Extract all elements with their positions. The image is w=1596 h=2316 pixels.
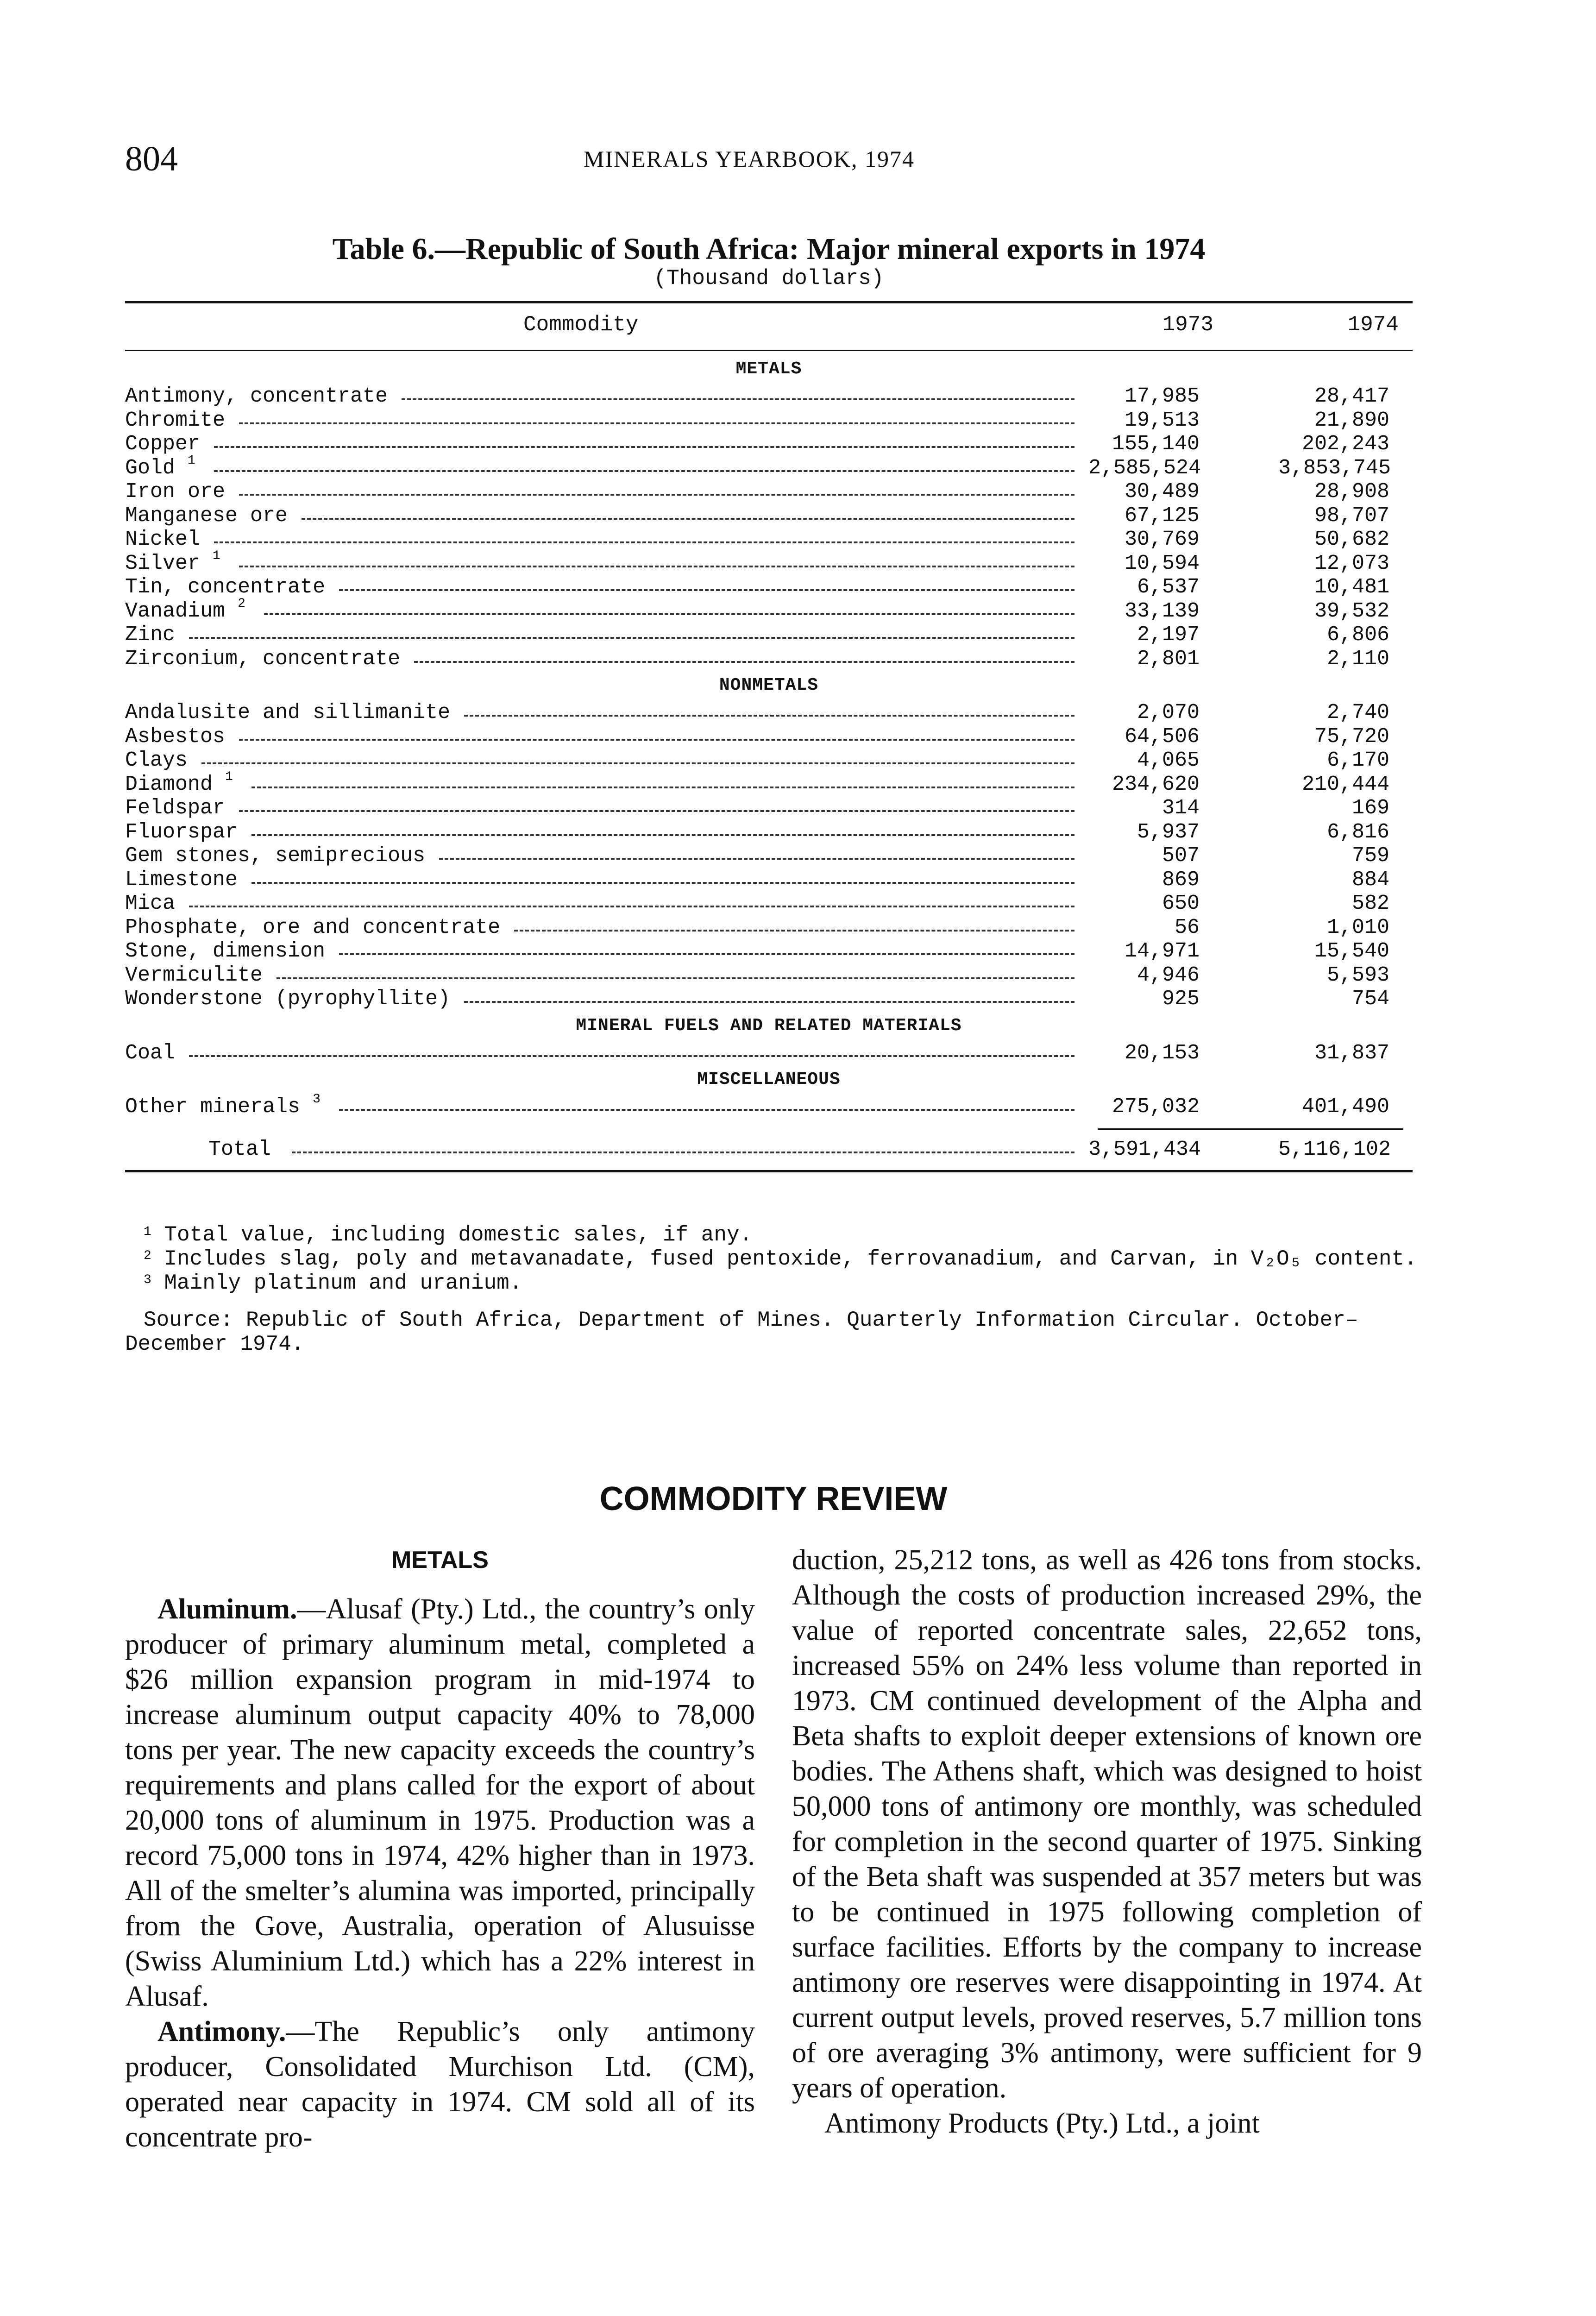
value-1973: 20,153 <box>1124 1041 1200 1065</box>
value-1974: 10,481 <box>1314 575 1389 599</box>
value-1973: 4,065 <box>1137 749 1200 772</box>
commodity-name: Phosphate, ore and concentrate <box>125 915 501 939</box>
value-1974: 5,593 <box>1326 963 1389 987</box>
antimony-paragraph: Antimony.—The Republic’s only antimony producer, Consolidated Murchison Ltd. (CM), operated near capacity in 1974. CM sold all of its concentrate pro- <box>125 2016 755 2153</box>
leader-dots <box>414 661 1074 663</box>
table-row <box>125 384 1413 409</box>
value-1974: 1,010 <box>1326 915 1389 939</box>
value-1973: 2,197 <box>1137 623 1200 647</box>
value-1974: 15,540 <box>1314 939 1389 963</box>
antimony-continued-paragraph: duction, 25,212 tons, as well as 426 tons from stocks. Although the costs of production increased 29%, the value of reported concentrate sales, 22,652 tons, increased 55% on 24% less volume than reported in 1973. CM continued development of the Alpha and Beta shafts to exploit deeper extensions of known ore bodies. The Athens shaft, which was designed to hoist 50,000 tons of antimony ore monthly, was scheduled for completion in the second quarter of 1975. Sinking of the Beta shaft was suspended at 357 meters but was to be continued in 1975 following completion of surface facilities. Efforts by the company to increase antimony ore reserves were disappointing in 1974. At current output levels, proved reserves, 5.7 million tons of ore averaging 3% antimony, were sufficient for 9 years of operation. <box>792 1544 1422 2104</box>
table-title: Table 6.—Republic of South Africa: Major mineral exports in 1974 <box>332 232 1206 266</box>
table-row <box>125 432 1413 456</box>
value-1974: 12,073 <box>1314 551 1389 575</box>
value-1974: 401,490 <box>1301 1095 1389 1119</box>
leader-dots <box>251 834 1074 836</box>
section-label: MISCELLANEOUS <box>697 1070 841 1089</box>
commodity-name: Chromite <box>125 408 226 432</box>
leader-dots <box>339 1109 1074 1111</box>
value-1974: 2,740 <box>1326 701 1389 724</box>
value-1973: 507 <box>1162 844 1200 868</box>
commodity-name: Vermiculite <box>125 963 263 987</box>
total-rule <box>1098 1128 1403 1130</box>
value-1973: 314 <box>1162 796 1200 820</box>
leader-dots <box>402 398 1074 400</box>
table-row <box>125 623 1413 647</box>
antimony-products-paragraph: Antimony Products (Pty.) Ltd., a joint <box>824 2108 1260 2139</box>
leader-dots <box>239 494 1074 496</box>
value-1973: 10,594 <box>1124 551 1200 575</box>
table-row <box>125 892 1413 916</box>
page-number: 804 <box>125 139 178 178</box>
commodity-name: Other minerals $^3$ <box>125 1092 320 1119</box>
value-1973: 17,985 <box>1124 384 1200 408</box>
commodity-name: Zirconium, concentrate <box>125 647 401 671</box>
table-row <box>125 647 1413 671</box>
value-1974: 3,853,745 <box>1278 456 1391 480</box>
table-row <box>125 504 1413 528</box>
table-row <box>125 701 1413 725</box>
footnote-3: $^3$ Mainly platinum and uranium. <box>144 1271 522 1295</box>
value-1973: 30,489 <box>1124 480 1200 503</box>
table-row <box>125 939 1413 963</box>
column-header-commodity: Commodity <box>523 313 639 337</box>
commodity-name: Clays <box>125 749 188 772</box>
value-1974: 759 <box>1351 844 1389 868</box>
commodity-name: Limestone <box>125 868 238 892</box>
commodity-name: Silver $^1$ <box>125 548 220 575</box>
commodity-name: Tin, concentrate <box>125 575 326 599</box>
value-1973: 56 <box>1174 915 1200 939</box>
commodity-name: Iron ore <box>125 480 226 503</box>
value-1973: 234,620 <box>1112 772 1200 796</box>
value-1974: 39,532 <box>1314 599 1389 623</box>
table-notes <box>125 1223 1422 1378</box>
leader-dots <box>264 613 1074 615</box>
table-row <box>125 409 1413 433</box>
leader-dots <box>292 1152 1074 1153</box>
section-label: METALS <box>735 359 802 379</box>
leader-dots <box>439 858 1074 860</box>
table-row <box>125 987 1413 1011</box>
value-1973: 275,032 <box>1112 1095 1200 1119</box>
table-row <box>125 820 1413 844</box>
commodity-name: Wonderstone (pyrophyllite) <box>125 987 451 1011</box>
commodity-name: Nickel <box>125 528 201 551</box>
running-title: MINERALS YEARBOOK, 1974 <box>584 146 915 172</box>
value-1973: 2,070 <box>1137 701 1200 724</box>
value-1974: 50,682 <box>1314 528 1389 551</box>
leader-dots <box>302 518 1074 520</box>
leader-dots <box>276 977 1074 979</box>
value-1974: 98,707 <box>1314 503 1389 528</box>
leader-dots <box>201 762 1074 764</box>
table-row <box>125 596 1413 623</box>
value-1974: 754 <box>1351 987 1389 1011</box>
value-1973: 14,971 <box>1124 939 1200 963</box>
commodity-name: Stone, dimension <box>125 939 326 963</box>
commodity-name: Mica <box>125 892 176 915</box>
table-row <box>125 916 1413 940</box>
table-row <box>125 769 1413 797</box>
commodity-review-heading: COMMODITY REVIEW <box>599 1480 948 1517</box>
value-1974: 6,806 <box>1326 623 1389 647</box>
value-1973: 64,506 <box>1124 724 1200 749</box>
commodity-name: Zinc <box>125 623 176 647</box>
value-1973: 30,769 <box>1124 528 1200 551</box>
value-1974: 884 <box>1351 868 1389 892</box>
table-row <box>125 453 1413 480</box>
table-source: Source: Republic of South Africa, Department of Mines. Quarterly Information Circular. October–December 1974. <box>125 1308 1358 1356</box>
table-bottom-rule <box>125 1170 1413 1172</box>
commodity-name: Andalusite and sillimanite <box>125 701 451 724</box>
table-row <box>125 868 1413 892</box>
value-1973: 5,937 <box>1137 820 1200 844</box>
leader-dots <box>339 953 1074 955</box>
table-row <box>125 1092 1413 1119</box>
total-1973: 3,591,434 <box>1088 1137 1201 1161</box>
leader-dots <box>514 930 1074 931</box>
column-header-1974: 1974 <box>1347 313 1399 337</box>
section-label: NONMETALS <box>719 675 819 695</box>
value-1973: 4,946 <box>1137 963 1200 987</box>
table-row <box>125 796 1413 820</box>
leader-dots <box>464 715 1074 717</box>
commodity-name: Fluorspar <box>125 820 238 844</box>
total-label: Total <box>208 1137 271 1161</box>
value-1974: 28,908 <box>1314 480 1389 503</box>
leader-dots <box>214 541 1074 543</box>
value-1973: 2,585,524 <box>1088 456 1201 480</box>
commodity-name: Coal <box>125 1041 176 1065</box>
footnote-1: $^1$ Total value, including domestic sales, if any. <box>144 1223 753 1247</box>
leader-dots <box>339 589 1074 591</box>
leader-dots <box>189 906 1074 907</box>
left-column <box>125 1542 755 2155</box>
leader-dots <box>464 1001 1074 1003</box>
leader-dots <box>214 446 1074 448</box>
leader-dots <box>189 1055 1074 1057</box>
value-1974: 75,720 <box>1314 724 1389 749</box>
table-top-rule <box>125 301 1413 303</box>
table-row <box>125 575 1413 599</box>
commodity-name: Manganese ore <box>125 503 288 528</box>
value-1974: 31,837 <box>1314 1041 1389 1065</box>
footnote-2: $^2$ Includes slag, poly and metavanadate, fused pentoxide, ferrovanadium, and Carvan, in V₂O₅ content. <box>144 1247 1417 1271</box>
leader-dots <box>251 882 1074 884</box>
value-1974: 21,890 <box>1314 408 1389 432</box>
leader-dots <box>239 739 1074 741</box>
value-1973: 67,125 <box>1124 503 1200 528</box>
value-1973: 925 <box>1162 987 1200 1011</box>
value-1973: 6,537 <box>1137 575 1200 599</box>
column-header-1973: 1973 <box>1162 313 1213 337</box>
table-row <box>125 528 1413 552</box>
right-column <box>792 1542 1422 2141</box>
commodity-name: Gem stones, semiprecious <box>125 844 426 868</box>
aluminum-paragraph: Aluminum.—Alusaf (Pty.) Ltd., the country’s only producer of primary aluminum metal, completed a $26 million expansion program in mid-1974 to increase aluminum output capacity 40% to 78,000 tons per year. The new capacity exceeds the country’s requirements and plans called for the export of about 20,000 tons of aluminum in 1975. Production was a record 75,000 tons in 1974, 42% higher than in 1973. All of the smelter’s alumina was imported, principally from the Gove, Australia, operation of Alusuisse (Swiss Aluminium Ltd.) which has a 22% interest in Alusaf. <box>125 1593 755 2012</box>
table-row <box>125 844 1413 868</box>
leader-dots <box>251 787 1074 788</box>
leader-dots <box>239 422 1074 424</box>
value-1974: 202,243 <box>1301 432 1389 456</box>
table-row <box>125 1041 1413 1065</box>
table-header-rule <box>125 350 1413 351</box>
leader-dots <box>189 637 1074 639</box>
table-row <box>125 548 1413 576</box>
commodity-name: Copper <box>125 432 201 456</box>
commodity-name: Gold $^1$ <box>125 453 195 480</box>
value-1974: 6,816 <box>1326 820 1389 844</box>
value-1973: 19,513 <box>1124 408 1200 432</box>
table-subtitle: (Thousand dollars) <box>653 266 884 290</box>
leader-dots <box>239 810 1074 812</box>
table-row <box>125 749 1413 773</box>
value-1973: 33,139 <box>1124 599 1200 623</box>
commodity-name: Feldspar <box>125 796 226 820</box>
total-row <box>125 1138 1413 1162</box>
value-1974: 582 <box>1351 892 1389 915</box>
value-1974: 28,417 <box>1314 384 1389 408</box>
value-1974: 210,444 <box>1301 772 1389 796</box>
commodity-name: Diamond $^1$ <box>125 769 233 796</box>
value-1973: 2,801 <box>1137 647 1200 671</box>
commodity-name: Antimony, concentrate <box>125 384 388 408</box>
value-1974: 6,170 <box>1326 749 1389 772</box>
section-label: MINERAL FUELS AND RELATED MATERIALS <box>576 1015 962 1036</box>
value-1974: 169 <box>1351 796 1389 820</box>
leader-dots <box>214 470 1074 472</box>
page-header <box>125 139 1422 185</box>
value-1973: 155,140 <box>1112 432 1200 456</box>
table-row <box>125 963 1413 988</box>
total-1974: 5,116,102 <box>1278 1137 1391 1161</box>
leader-dots <box>239 566 1074 567</box>
value-1973: 869 <box>1162 868 1200 892</box>
value-1974: 2,110 <box>1326 647 1389 671</box>
value-1973: 650 <box>1162 892 1200 915</box>
table-row <box>125 725 1413 749</box>
table-row <box>125 480 1413 504</box>
commodity-name: Vanadium $^2$ <box>125 596 245 623</box>
commodity-name: Asbestos <box>125 724 226 749</box>
metals-subheading: METALS <box>391 1547 489 1573</box>
